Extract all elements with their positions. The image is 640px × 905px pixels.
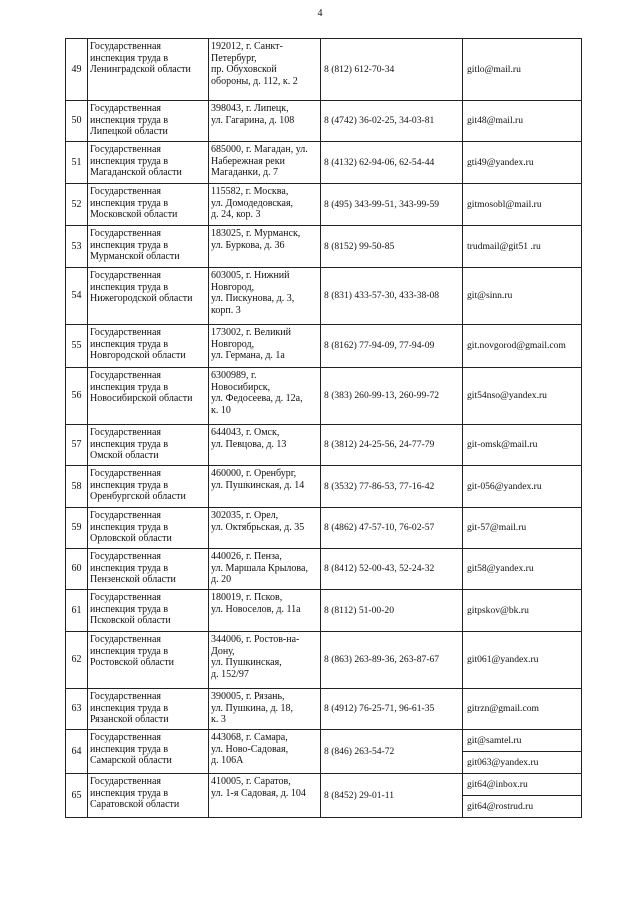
inspection-phone [321, 549, 463, 590]
inspection-name [88, 425, 209, 466]
inspection-phone-text: 8 (831) 433-57-30, 433-38-08 [324, 290, 440, 302]
table-body [66, 39, 582, 818]
inspection-address-text: 6300989, г. Новосибирск, ул. Федосеева, д. 12а, к. 10 [211, 370, 303, 416]
inspection-address-text: 344006, г. Ростов-на- Дону, ул. Пушкинская, д. 152/97 [211, 634, 300, 680]
table-row [66, 39, 582, 101]
table-row [66, 226, 582, 268]
inspection-phone [321, 184, 463, 226]
inspection-phone-text: 8 (8162) 77-94-09, 77-94-09 [324, 340, 435, 352]
table-row [66, 590, 582, 632]
inspection-address-text: 685000, г. Магадан, ул. Набережная реки Магаданки, д. 7 [211, 144, 308, 178]
inspection-phone-text: 8 (812) 612-70-34 [324, 63, 395, 75]
inspection-name-text: Государственная инспекция труда в Новгородской области [90, 327, 186, 361]
inspection-email[interactable] [463, 425, 582, 466]
row-number [66, 142, 88, 184]
inspection-name [88, 730, 209, 774]
inspection-email-text: git58@yandex.ru [467, 563, 534, 575]
inspection-email[interactable] [463, 590, 582, 632]
inspection-name-text: Государственная инспекция труда в Новосибирской области [90, 370, 193, 404]
row-number [66, 268, 88, 325]
inspection-email-text: git48@mail.ru [467, 115, 523, 127]
inspection-phone [321, 689, 463, 730]
inspection-phone [321, 142, 463, 184]
inspection-name [88, 142, 209, 184]
row-number-text: 49 [71, 63, 82, 75]
inspection-email-text: git54nso@yandex.ru [467, 390, 547, 402]
inspection-address [209, 368, 321, 425]
inspection-address [209, 101, 321, 142]
inspection-name [88, 590, 209, 632]
inspection-email-text: git64@inbox.ru [467, 778, 528, 790]
inspection-phone [321, 226, 463, 268]
inspection-phone [321, 632, 463, 689]
row-number-text: 53 [71, 240, 82, 252]
inspection-name-text: Государственная инспекция труда в Мурманской области [90, 228, 180, 262]
row-number-text: 64 [71, 745, 82, 757]
inspection-name-text: Государственная инспекция труда в Нижегородской области [90, 270, 193, 304]
inspection-phone-text: 8 (383) 260-99-13, 260-99-72 [324, 390, 440, 402]
table-row [66, 508, 582, 549]
inspection-address-text: 603005, г. Нижний Новгород, ул. Пискунова, д. 3, корп. 3 [211, 270, 295, 316]
row-number [66, 689, 88, 730]
inspection-address [209, 590, 321, 632]
inspection-phone-text: 8 (4862) 47-57-10, 76-02-57 [324, 522, 435, 534]
inspection-address [209, 774, 321, 818]
inspection-email-text: gitpskov@bk.ru [467, 604, 529, 616]
inspection-email-text: git063@yandex.ru [467, 756, 539, 768]
inspection-email[interactable] [463, 508, 582, 549]
table-row [66, 184, 582, 226]
inspection-email[interactable] [463, 368, 582, 425]
row-number [66, 549, 88, 590]
inspection-phone [321, 268, 463, 325]
table-row [66, 774, 582, 796]
inspection-name-text: Государственная инспекция труда в Омской области [90, 427, 169, 461]
inspection-address-text: 398043, г. Липецк, ул. Гагарина, д. 108 [211, 103, 295, 126]
inspection-address-text: 183025, г. Мурманск, ул. Буркова, д. 36 [211, 228, 301, 251]
inspection-email[interactable] [463, 268, 582, 325]
inspection-name-text: Государственная инспекция труда в Саратовской области [90, 776, 180, 810]
table-row [66, 466, 582, 508]
inspection-phone [321, 508, 463, 549]
inspection-phone [321, 466, 463, 508]
inspection-address-text: 192012, г. Санкт- Петербург, пр. Обуховской обороны, д. 112, к. 2 [211, 41, 298, 87]
inspection-phone-text: 8 (4912) 76-25-71, 96-61-35 [324, 703, 435, 715]
inspection-name-text: Государственная инспекция труда в Ленинградской области [90, 41, 191, 75]
table-row [66, 268, 582, 325]
inspection-phone-text: 8 (8452) 29-01-11 [324, 789, 394, 801]
inspection-email-text: git-056@yandex.ru [467, 480, 542, 492]
inspection-phone-text: 8 (3532) 77-86-53, 77-16-42 [324, 480, 435, 492]
inspection-name [88, 774, 209, 818]
row-number [66, 466, 88, 508]
inspection-address-text: 390005, г. Рязань, ул. Пушкина, д. 18, к. 3 [211, 691, 294, 725]
inspection-phone-text: 8 (8412) 52-00-43, 52-24-32 [324, 563, 435, 575]
inspection-phone-text: 8 (3812) 24-25-56, 24-77-79 [324, 439, 435, 451]
inspection-email-text: git-omsk@mail.ru [467, 439, 538, 451]
inspection-phone-text: 8 (495) 343-99-51, 343-99-59 [324, 198, 440, 210]
inspection-email-text: gitrzn@gmail.com [467, 703, 539, 715]
inspections-table [65, 38, 582, 818]
inspection-name-text: Государственная инспекция труда в Ростовской области [90, 634, 174, 668]
inspection-name [88, 325, 209, 368]
inspection-name [88, 226, 209, 268]
table-row [66, 142, 582, 184]
row-number [66, 425, 88, 466]
inspection-phone [321, 590, 463, 632]
inspection-phone-text: 8 (4742) 36-02-25, 34-03-81 [324, 115, 435, 127]
inspection-email[interactable] [463, 689, 582, 730]
inspection-name [88, 368, 209, 425]
table-row [66, 101, 582, 142]
table-row [66, 730, 582, 752]
inspection-phone [321, 101, 463, 142]
row-number [66, 590, 88, 632]
inspection-email[interactable] [463, 752, 582, 774]
inspection-phone [321, 730, 463, 774]
row-number [66, 632, 88, 689]
inspection-address-text: 410005, г. Саратов, ул. 1-я Садовая, д. 104 [211, 776, 306, 799]
inspection-address [209, 689, 321, 730]
inspection-name-text: Государственная инспекция труда в Московской области [90, 186, 178, 220]
inspection-phone-text: 8 (846) 263-54-72 [324, 745, 395, 757]
row-number-text: 62 [71, 654, 82, 666]
row-number-text: 65 [71, 789, 82, 801]
inspection-email-text: git.novgorod@gmail.com [467, 340, 566, 352]
page-number: 4 [317, 8, 323, 19]
inspection-name-text: Государственная инспекция труда в Магаданской области [90, 144, 182, 178]
inspection-email-text: git@samtel.ru [467, 734, 522, 746]
row-number [66, 39, 88, 101]
inspection-address-text: 302035, г. Орел, ул. Октябрьская, д. 35 [211, 510, 305, 533]
table-row [66, 689, 582, 730]
row-number [66, 774, 88, 818]
row-number-text: 63 [71, 703, 82, 715]
row-number [66, 325, 88, 368]
inspection-address [209, 549, 321, 590]
inspection-address-text: 173002, г. Великий Новгород, ул. Германа, д. 1а [211, 327, 291, 361]
inspection-phone [321, 368, 463, 425]
inspection-address-text: 115582, г. Москва, ул. Домодедовская, д. 24, кор. 3 [211, 186, 294, 220]
inspection-email[interactable] [463, 184, 582, 226]
inspection-email-text: trudmail@git51 .ru [467, 240, 541, 252]
inspection-phone-text: 8 (8112) 51-00-20 [324, 604, 394, 616]
inspection-name [88, 39, 209, 101]
row-number-text: 58 [71, 480, 82, 492]
row-number-text: 59 [71, 522, 82, 534]
table-row [66, 368, 582, 425]
row-number-text: 56 [71, 390, 82, 402]
row-number [66, 730, 88, 774]
inspection-email-text: gitmosobl@mail.ru [467, 198, 542, 210]
inspection-email[interactable] [463, 774, 582, 796]
inspection-email-text: gitlo@mail.ru [467, 63, 521, 75]
inspection-address [209, 39, 321, 101]
row-number-text: 55 [71, 340, 82, 352]
inspection-address [209, 325, 321, 368]
inspection-name-text: Государственная инспекция труда в Самарской области [90, 732, 172, 766]
inspection-email[interactable] [463, 39, 582, 101]
inspection-email[interactable] [463, 730, 582, 752]
inspection-name-text: Государственная инспекция труда в Пензенской области [90, 551, 176, 585]
inspection-name-text: Государственная инспекция труда в Псковской области [90, 592, 171, 626]
table-row [66, 632, 582, 689]
inspection-address [209, 184, 321, 226]
inspection-name [88, 101, 209, 142]
inspection-address [209, 142, 321, 184]
inspection-address [209, 466, 321, 508]
inspection-address-text: 440026, г. Пенза, ул. Маршала Крылова, д. 20 [211, 551, 308, 585]
inspections-table-wrapper [65, 38, 581, 818]
inspection-phone-text: 8 (4132) 62-94-06, 62-54-44 [324, 156, 435, 168]
inspection-name [88, 184, 209, 226]
inspection-name [88, 508, 209, 549]
row-number [66, 226, 88, 268]
row-number [66, 368, 88, 425]
row-number [66, 184, 88, 226]
inspection-address-text: 644043, г. Омск, ул. Певцова, д. 13 [211, 427, 287, 450]
row-number-text: 52 [71, 198, 82, 210]
row-number [66, 101, 88, 142]
inspection-address-text: 460000, г. Оренбург, ул. Пушкинская, д. 14 [211, 468, 305, 491]
inspection-address-text: 180019, г. Псков, ул. Новоселов, д. 11а [211, 592, 301, 615]
inspection-name-text: Государственная инспекция труда в Орловской области [90, 510, 172, 544]
row-number-text: 51 [71, 156, 82, 168]
inspection-name [88, 466, 209, 508]
inspection-address [209, 508, 321, 549]
inspection-phone [321, 325, 463, 368]
table-row [66, 425, 582, 466]
inspection-phone [321, 425, 463, 466]
inspection-name [88, 689, 209, 730]
inspection-email[interactable] [463, 142, 582, 184]
inspection-email-text: git64@rostrud.ru [467, 800, 534, 812]
inspection-email[interactable] [463, 549, 582, 590]
inspection-address [209, 425, 321, 466]
inspection-address-text: 443068, г. Самара, ул. Ново-Садовая, д. 106А [211, 732, 289, 766]
inspection-name [88, 549, 209, 590]
inspection-email-text: gti49@yandex.ru [467, 156, 534, 168]
row-number-text: 54 [71, 290, 82, 302]
inspection-name-text: Государственная инспекция труда в Липецкой области [90, 103, 169, 137]
inspection-email[interactable] [463, 632, 582, 689]
inspection-address [209, 730, 321, 774]
inspection-email[interactable] [463, 796, 582, 818]
row-number-text: 61 [71, 604, 82, 616]
inspection-email-text: git061@yandex.ru [467, 654, 539, 666]
inspection-name-text: Государственная инспекция труда в Оренбургской области [90, 468, 186, 502]
inspection-email-text: git-57@mail.ru [467, 522, 527, 534]
row-number [66, 508, 88, 549]
inspection-name [88, 632, 209, 689]
inspection-name-text: Государственная инспекция труда в Рязанской области [90, 691, 169, 725]
inspection-phone [321, 39, 463, 101]
inspection-address [209, 268, 321, 325]
inspection-phone-text: 8 (863) 263-89-36, 263-87-67 [324, 654, 440, 666]
row-number-text: 57 [71, 439, 82, 451]
row-number-text: 60 [71, 563, 82, 575]
inspection-name [88, 268, 209, 325]
inspection-email[interactable] [463, 226, 582, 268]
inspection-phone [321, 774, 463, 818]
inspection-address [209, 226, 321, 268]
inspection-address [209, 632, 321, 689]
inspection-email[interactable] [463, 325, 582, 368]
inspection-email-text: git@sinn.ru [467, 290, 513, 302]
inspection-email[interactable] [463, 466, 582, 508]
row-number-text: 50 [71, 115, 82, 127]
inspection-phone-text: 8 (8152) 99-50-85 [324, 240, 395, 252]
inspection-email[interactable] [463, 101, 582, 142]
table-row [66, 325, 582, 368]
table-row [66, 549, 582, 590]
